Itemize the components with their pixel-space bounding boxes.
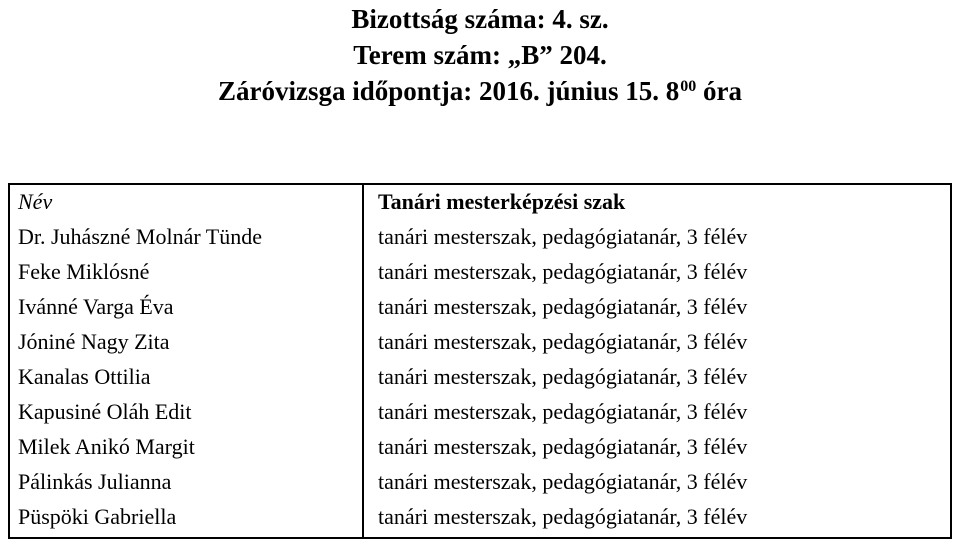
candidate-name: Milek Anikó Margit (18, 434, 195, 459)
committee-heading (0, 0, 960, 38)
candidate-name: Pálinkás Julianna (18, 469, 172, 494)
candidate-name: Jóniné Nagy Zita (18, 329, 170, 354)
candidate-program: tanári mesterszak, pedagógiatanár, 3 félév (378, 329, 748, 354)
candidate-name: Püspöki Gabriella (18, 504, 177, 529)
table-row (10, 359, 950, 394)
candidate-program: tanári mesterszak, pedagógiatanár, 3 félév (378, 364, 748, 389)
table-header-row (10, 184, 950, 219)
candidate-program: tanári mesterszak, pedagógiatanár, 3 félév (378, 259, 748, 284)
candidate-name: Kanalas Ottilia (18, 364, 151, 389)
candidate-name: Feke Miklósné (18, 259, 150, 284)
exam-minutes: 00 (680, 78, 697, 95)
committee-value: 4. sz. (552, 4, 609, 34)
exam-time-heading (0, 72, 960, 110)
candidate-name: Kapusiné Oláh Edit (18, 399, 192, 424)
candidate-program: tanári mesterszak, pedagógiatanár, 3 félév (378, 434, 748, 459)
exam-hour: $8^{00}$ (665, 76, 697, 106)
candidate-program: tanári mesterszak, pedagógiatanár, 3 félév (378, 469, 748, 494)
table-row (10, 394, 950, 429)
candidate-program: tanári mesterszak, pedagógiatanár, 3 félév (378, 504, 748, 529)
table-row (10, 429, 950, 464)
room-heading (0, 36, 960, 74)
exam-date: 2016. június 15. (478, 76, 660, 106)
table-row (10, 324, 950, 359)
candidate-program: tanári mesterszak, pedagógiatanár, 3 félév (378, 399, 748, 424)
table-row (10, 289, 950, 324)
exam-label: Záróvizsga időpontja: (217, 76, 473, 106)
candidate-program: tanári mesterszak, pedagógiatanár, 3 félév (378, 294, 748, 319)
candidate-name: Ivánné Varga Éva (18, 294, 174, 319)
candidate-name: Dr. Juhászné Molnár Tünde (18, 224, 262, 249)
committee-label: Bizottság száma: (351, 4, 546, 34)
column-header-program: Tanári mesterképzési szak (378, 189, 626, 214)
room-value: „B” 204. (507, 40, 607, 70)
exam-unit: óra (703, 76, 743, 106)
table-row (10, 254, 950, 289)
column-header-name: Név (18, 189, 53, 214)
candidate-program: tanári mesterszak, pedagógiatanár, 3 félév (378, 224, 748, 249)
table-row (10, 499, 950, 534)
table-row (10, 219, 950, 254)
room-label: Terem szám: (353, 40, 501, 70)
table-row (10, 464, 950, 499)
